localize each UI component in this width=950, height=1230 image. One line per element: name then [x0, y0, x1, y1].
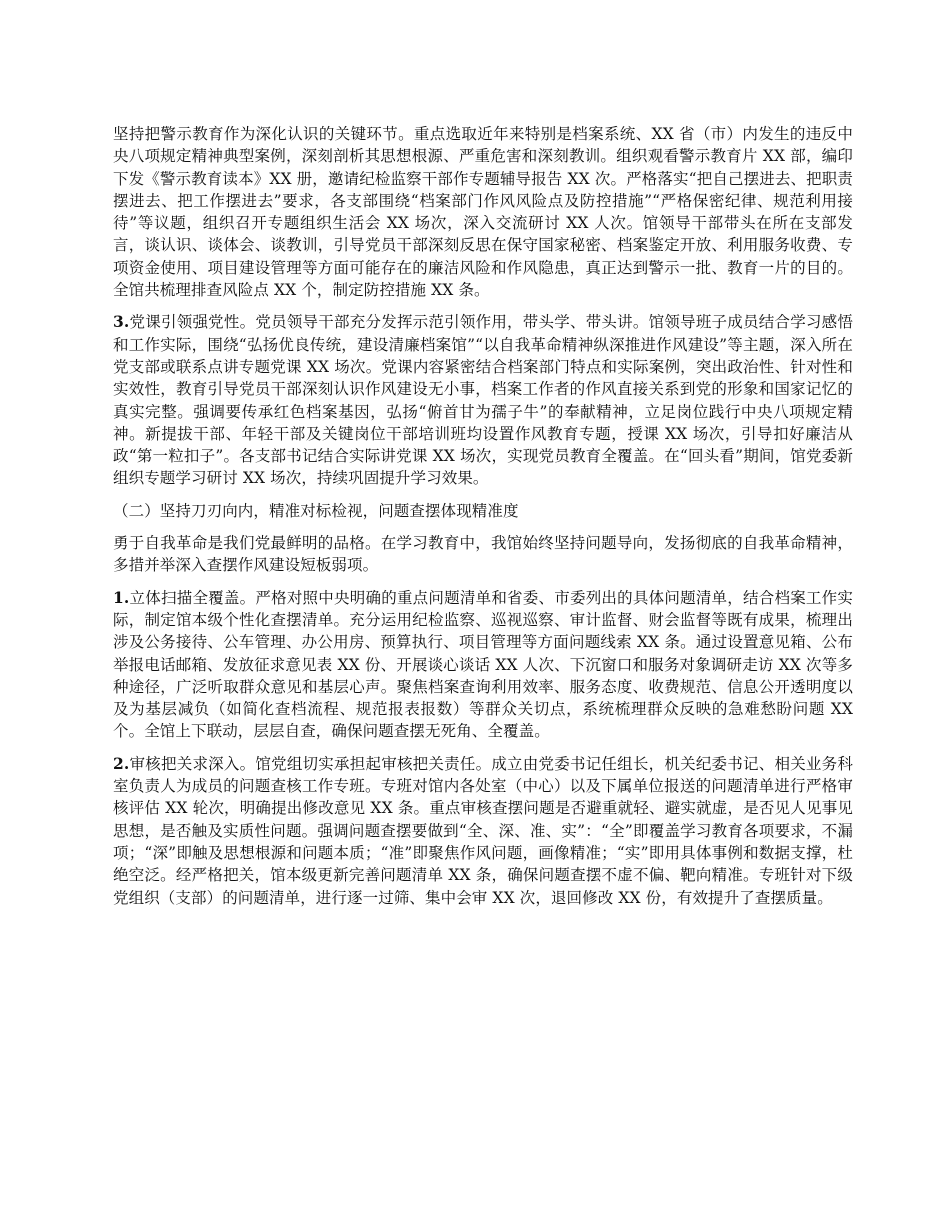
paragraph-text: 党课引领强党性。党员领导干部充分发挥示范引领作用，带头学、带头讲。馆领导班子成员结合学习感悟和工作实际，围绕“弘扬优良传统，建设清廉档案馆”“以自我革命精神纵深推进作风建设”等主题，深入所在党支部或联系点讲专题党课 XX 场次。党课内容紧密结合档案部门特点和实际案例，突出政治性、针对性和实效性，教育引导党员干部深刻认识作风建设无小事，档案工作者的作风直接关系到党的形象和国家记忆的真实完整。强调要传承红色档案基因，弘扬“俯首甘为孺子牛”的奉献精神，立足岗位践行中央八项规定精神。新提拔干部、年轻干部及关键岗位干部培训班均设置作风教育专题，授课 XX 场次，引导扣好廉洁从政“第一粒扣子”。各支部书记结合实际讲党课 XX 场次，实现党员教育全覆盖。在“回头看”期间，馆党委新组织专题学习研讨 XX 场次，持续巩固提升学习效果。 [113, 313, 853, 488]
document-body [113, 123, 853, 919]
paragraph-text: 立体扫描全覆盖。严格对照中央明确的重点问题清单和省委、市委列出的具体问题清单，结合档案工作实际，制定馆本级个性化查摆清单。充分运用纪检监察、巡视巡察、审计监督、财会监督等既有成果，梳理出涉及公务接待、公车管理、办公用房、预算执行、项目管理等方面问题线索 XX 条。通过设置意见箱、公布举报电话邮箱、发放征求意见表 XX 份、开展谈心谈话 XX 人次、下沉窗口和服务对象调研走访 XX 次等多种途径，广泛听取群众意见和基层心声。聚焦档案查询利用效率、服务态度、收费规范、信息公开透明度以及为基层减负（如简化查档流程、规范报表报数）等群众关切点，系统梳理群众反映的急难愁盼问题 XX 个。全馆上下联动，层层自查，确保问题查摆无死角、全覆盖。 [113, 588, 853, 741]
paragraph-text: 勇于自我革命是我们党最鲜明的品格。在学习教育中，我馆始终坚持问题导向，发扬彻底的自我革命精神，多措并举深入查摆作风建设短板弱项。 [113, 534, 853, 575]
section-heading [113, 500, 853, 522]
paragraph-full-coverage [113, 587, 853, 743]
heading-text: （二）坚持刀刃向内，精准对标检视，问题查摆体现精准度 [113, 501, 519, 520]
paragraph-text: 坚持把警示教育作为深化认识的关键环节。重点选取近年来特别是档案系统、XX 省（市）内发生的违反中央八项规定精神典型案例，深刻剖析其思想根源、严重危害和深刻教训。组织观看警示教育片 XX 部，编印下发《警示教育读本》XX 册，邀请纪检监察干部作专题辅导报告 XX 次。严格落实“把自己摆进去、把职责摆进去、把工作摆进去”要求，各支部围绕“档案部门作风风险点及防控措施”“严格保密纪律、规范利用接待”等议题，组织召开专题组织生活会 XX 场次，深入交流研讨 XX 人次。馆领导干部带头在所在支部发言，谈认识、谈体会、谈教训，引导党员干部深刻反思在保守国家秘密、档案鉴定开放、利用服务收费、专项资金使用、项目建设管理等方面可能存在的廉洁风险和作风隐患，真正达到警示一批、教育一片的目的。全馆共梳理排查风险点 XX 个，制定防控措施 XX 条。 [113, 125, 853, 300]
paragraph-self-revolution [113, 532, 853, 577]
paragraph-party-lecture [113, 311, 853, 489]
paragraph-text: 审核把关求深入。馆党组切实承担起审核把关责任。成立由党委书记任组长，机关纪委书记、相关业务科室负责人为成员的问题查核工作专班。专班对馆内各处室（中心）以及下属单位报送的问题清单进行严格审核评估 XX 轮次，明确提出修改意见 XX 条。重点审核查摆问题是否避重就轻、避实就虚，是否见人见事见思想，是否触及实质性问题。强调问题查摆要做到“全、深、准、实”：“全”即覆盖学习教育各项要求，不漏项；“深”即触及思想根源和问题本质；“准”即聚焦作风问题，画像精准；“实”即用具体事例和数据支撑，杜绝空泛。经严格把关，馆本级更新完善问题清单 XX 条，确保问题查摆不虚不偏、靶向精准。专班针对下级党组织（支部）的问题清单，进行逐一过筛、集中会审 XX 次，退回修改 XX 份，有效提升了查摆质量。 [113, 754, 853, 907]
item-number: 2. [113, 753, 130, 773]
paragraph-review-check [113, 753, 853, 909]
paragraph-warning-education [113, 123, 853, 301]
item-number: 1. [113, 587, 130, 607]
item-number: 3. [113, 312, 130, 332]
